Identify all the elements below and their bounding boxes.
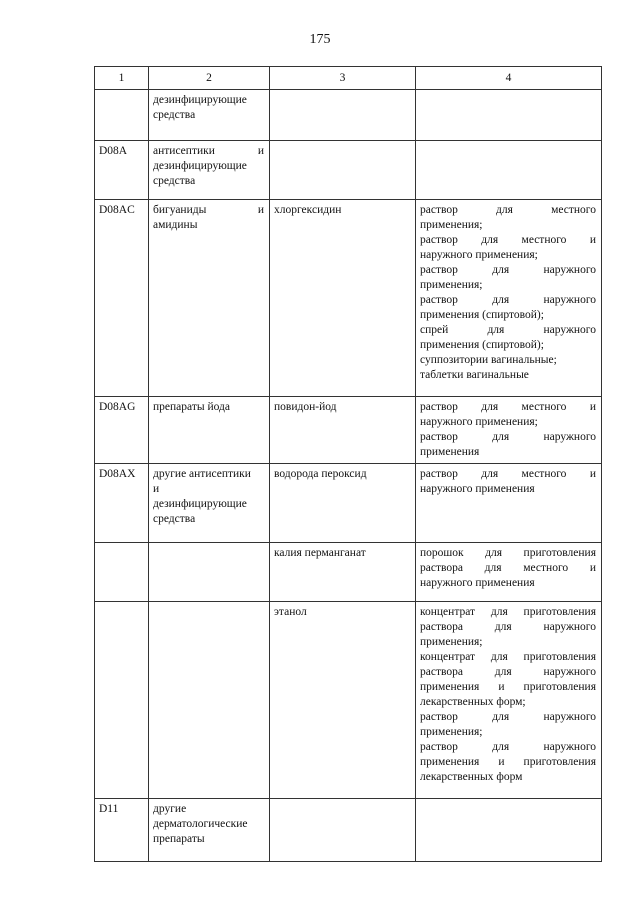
dosage-forms-cell [416, 602, 602, 799]
dosage-forms-cell [416, 543, 602, 602]
table-row [95, 397, 602, 464]
drug-name-cell: водорода пероксид [270, 464, 416, 543]
dosage-form-line: порошок для приготовления [420, 547, 596, 559]
dosage-form-item [420, 353, 596, 368]
dosage-form-line: раствор для наружного [420, 711, 596, 723]
drug-classification-table [94, 66, 602, 862]
dosage-form-line: раствор для наружного [420, 741, 596, 753]
dosage-form-line: суппозитории вагинальные; [420, 354, 557, 366]
header-cell-3: 3 [270, 67, 416, 90]
dosage-form-line: раствор для местного и [420, 468, 596, 480]
dosage-forms-cell [416, 799, 602, 862]
dosage-forms-cell [416, 141, 602, 200]
group-name-line: другие [153, 803, 187, 815]
table-row [95, 464, 602, 543]
dosage-form-line: раствора для наружного [420, 666, 596, 678]
group-name-cell [149, 90, 270, 141]
dosage-form-line: раствор для местного и [420, 401, 596, 413]
group-name-line: средства [153, 513, 196, 525]
dosage-form-line: таблетки вагинальные [420, 369, 529, 381]
dosage-form-line: раствора для наружного [420, 621, 596, 633]
table-row [95, 90, 602, 141]
dosage-form-line: применения; [420, 219, 483, 231]
table-row [95, 141, 602, 200]
drug-name-cell: этанол [270, 602, 416, 799]
dosage-form-line: применения; [420, 279, 483, 291]
dosage-form-line: раствор для местного и [420, 234, 596, 246]
dosage-form-line: наружного применения [420, 483, 535, 495]
dosage-form-item [420, 710, 596, 740]
group-name-line: другие антисептики [153, 468, 251, 480]
dosage-form-item [420, 400, 596, 430]
group-name-line: дезинфицирующие [153, 160, 247, 172]
group-name-line: антисептики и [153, 145, 264, 157]
header-cell-1: 1 [95, 67, 149, 90]
group-name-cell [149, 543, 270, 602]
dosage-forms-cell [416, 200, 602, 397]
atc-code-cell: D08AG [95, 397, 149, 464]
table-row [95, 543, 602, 602]
dosage-form-line: раствор для наружного [420, 264, 596, 276]
group-name-cell [149, 141, 270, 200]
group-name-line: бигуаниды и [153, 204, 264, 216]
dosage-form-item [420, 368, 596, 383]
group-name-line: препараты [153, 833, 205, 845]
group-name-cell [149, 464, 270, 543]
group-name-line: средства [153, 109, 196, 121]
group-name-line: дезинфицирующие [153, 94, 247, 106]
dosage-form-line: применения и приготовления [420, 681, 596, 693]
dosage-form-item [420, 233, 596, 263]
atc-code-cell: D11 [95, 799, 149, 862]
dosage-form-line: наружного применения [420, 577, 535, 589]
drug-name-cell [270, 799, 416, 862]
dosage-form-line: раствора для местного и [420, 562, 596, 574]
page-number: 175 [309, 32, 331, 47]
dosage-form-line: применения (спиртовой); [420, 339, 544, 351]
group-name-line: дезинфицирующие [153, 498, 247, 510]
dosage-form-line: лекарственных форм; [420, 696, 526, 708]
dosage-form-line: наружного применения; [420, 416, 538, 428]
drug-name-cell: хлоргексидин [270, 200, 416, 397]
dosage-form-item [420, 605, 596, 650]
group-name-line: препараты йода [153, 401, 230, 413]
group-name-line: средства [153, 175, 196, 187]
dosage-form-item [420, 650, 596, 710]
dosage-form-line: наружного применения; [420, 249, 538, 261]
dosage-forms-cell [416, 90, 602, 141]
dosage-form-line: применения и приготовления [420, 756, 596, 768]
table-row [95, 602, 602, 799]
group-name-line: и [153, 483, 160, 495]
dosage-form-line: спрей для наружного [420, 324, 596, 336]
dosage-form-line: раствор для наружного [420, 431, 596, 443]
dosage-form-item [420, 546, 596, 591]
atc-code-cell: D08AX [95, 464, 149, 543]
atc-code-cell [95, 602, 149, 799]
dosage-form-line: раствор для наружного [420, 294, 596, 306]
dosage-form-line: лекарственных форм [420, 771, 523, 783]
dosage-form-line: применения; [420, 636, 483, 648]
header-cell-2: 2 [149, 67, 270, 90]
dosage-form-line: применения (спиртовой); [420, 309, 544, 321]
dosage-form-line: концентрат для приготовления [420, 651, 596, 663]
dosage-form-item [420, 323, 596, 353]
atc-code-cell: D08AC [95, 200, 149, 397]
drug-name-cell: калия перманганат [270, 543, 416, 602]
header-cell-4: 4 [416, 67, 602, 90]
group-name-cell [149, 397, 270, 464]
atc-code-cell [95, 543, 149, 602]
atc-code-cell [95, 90, 149, 141]
group-name-cell [149, 799, 270, 862]
dosage-form-item [420, 740, 596, 785]
group-name-cell [149, 602, 270, 799]
dosage-form-line: применения [420, 446, 480, 458]
dosage-form-item [420, 467, 596, 497]
dosage-form-item [420, 430, 596, 460]
dosage-form-line: концентрат для приготовления [420, 606, 596, 618]
table-header-row [95, 67, 602, 90]
dosage-forms-cell [416, 397, 602, 464]
group-name-line: дерматологические [153, 818, 248, 830]
table-row [95, 799, 602, 862]
atc-code-cell: D08A [95, 141, 149, 200]
dosage-form-line: раствор для местного [420, 204, 596, 216]
table-row [95, 200, 602, 397]
drug-name-cell [270, 141, 416, 200]
group-name-line: амидины [153, 219, 198, 231]
group-name-cell [149, 200, 270, 397]
drug-name-cell [270, 90, 416, 141]
drug-name-cell: повидон-йод [270, 397, 416, 464]
dosage-form-item [420, 293, 596, 323]
dosage-form-line: применения; [420, 726, 483, 738]
dosage-form-item [420, 263, 596, 293]
dosage-forms-cell [416, 464, 602, 543]
dosage-form-item [420, 203, 596, 233]
